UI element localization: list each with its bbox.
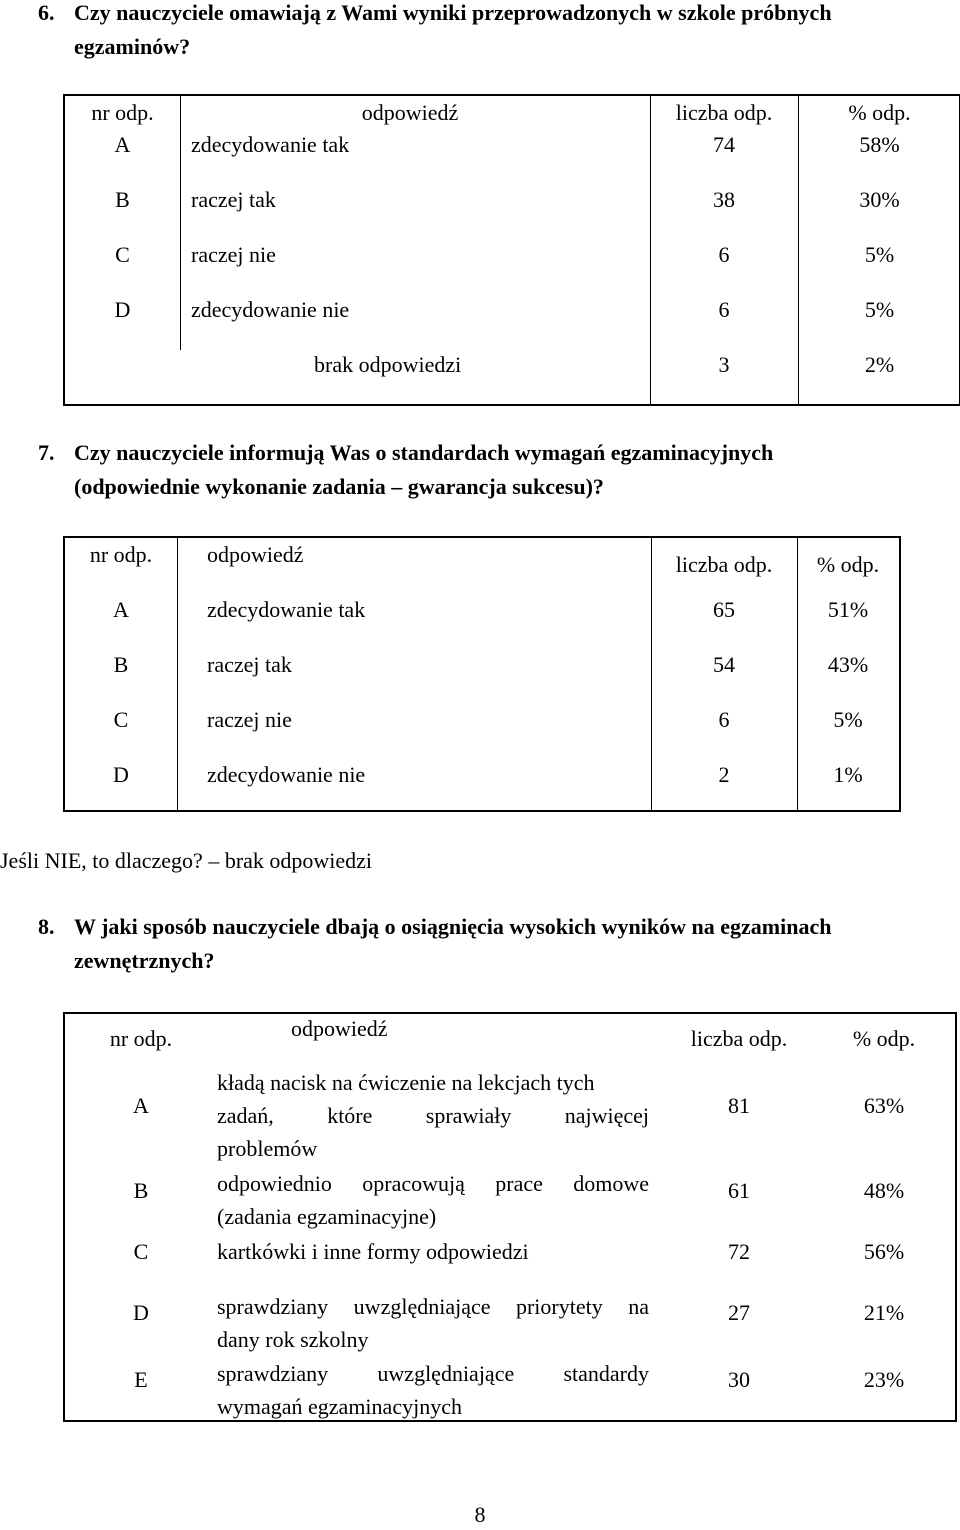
row-answer-line: odpowiednio opracowują prace domowe (217, 1171, 649, 1196)
header-pct: % odp. (816, 552, 880, 577)
row-answer (217, 1066, 649, 1165)
question-7-text (38, 436, 944, 504)
row-id: D (113, 762, 129, 787)
header-answer: odpowiedź (361, 100, 459, 125)
question-8-number: 8. (38, 914, 55, 939)
row-count: 27 (728, 1300, 750, 1325)
question-7-line2: (odpowiednie wykonanie zadania – gwarancja sukcesu)? (74, 474, 604, 499)
row-count: 38 (713, 187, 735, 212)
no-answer-label: brak odpowiedzi (314, 352, 462, 377)
header-answer: odpowiedź (291, 1016, 388, 1041)
no-answer-count: 3 (718, 352, 730, 377)
row-answer (217, 1357, 649, 1423)
row-answer: raczej nie (191, 242, 276, 267)
column-divider (180, 96, 181, 350)
row-id: B (113, 652, 129, 677)
row-pct: 58% (859, 132, 900, 157)
row-id: C (113, 707, 129, 732)
row-id: C (133, 1239, 149, 1264)
question-8-line2: zewnętrznych? (74, 948, 215, 973)
row-answer: zdecydowanie nie (207, 762, 366, 787)
row-answer-line: dany rok szkolny (217, 1327, 369, 1352)
header-pct: % odp. (852, 1026, 916, 1051)
row-answer (217, 1167, 649, 1233)
row-id: E (134, 1367, 148, 1392)
row-answer-line: sprawdziany uwzględniające standardy (217, 1361, 649, 1386)
header-nr: nr odp. (91, 100, 154, 125)
question-7-table (63, 536, 901, 812)
row-count: 72 (728, 1239, 750, 1264)
row-id: C (115, 242, 130, 267)
row-count: 65 (713, 597, 735, 622)
question-7-number: 7. (38, 440, 55, 465)
row-pct: 1% (833, 762, 863, 787)
row-answer: zdecydowanie tak (207, 597, 366, 622)
row-id: D (133, 1300, 149, 1325)
row-answer-line: (zadania egzaminacyjne) (217, 1204, 437, 1229)
row-id: A (133, 1093, 149, 1118)
row-id: B (133, 1178, 149, 1203)
row-answer (217, 1290, 649, 1356)
row-answer: zdecydowanie nie (191, 297, 350, 322)
row-answer-line: zadań, które sprawiały najwięcej (217, 1103, 649, 1128)
header-count: liczba odp. (675, 552, 773, 577)
question-6-line2: egzaminów? (74, 34, 191, 59)
row-count: 6 (718, 297, 730, 322)
row-pct: 43% (827, 652, 869, 677)
question-8-line1: W jaki sposób nauczyciele dbają o osiągnięcia wysokich wyników na egzaminach (74, 914, 832, 939)
row-pct: 48% (863, 1178, 905, 1203)
row-count: 6 (718, 707, 730, 732)
row-count: 54 (713, 652, 735, 677)
row-count: 30 (728, 1367, 750, 1392)
row-answer: zdecydowanie tak (191, 132, 350, 157)
row-answer-line: kładą nacisk na ćwiczenie na lekcjach tych (217, 1070, 595, 1095)
header-nr: nr odp. (109, 1026, 173, 1051)
question-6-number: 6. (38, 0, 55, 25)
header-answer: odpowiedź (207, 542, 304, 567)
row-pct: 21% (863, 1300, 905, 1325)
question-6-table (63, 94, 960, 406)
row-answer-line: problemów (217, 1136, 318, 1161)
row-id: B (115, 187, 130, 212)
row-count: 81 (728, 1093, 750, 1118)
row-pct: 5% (864, 242, 895, 267)
no-answer-pct: 2% (864, 352, 895, 377)
header-nr: nr odp. (89, 542, 153, 567)
column-divider (177, 538, 178, 810)
row-count: 2 (718, 762, 730, 787)
row-id: A (113, 597, 129, 622)
row-pct: 5% (864, 297, 895, 322)
row-pct: 23% (863, 1367, 905, 1392)
row-answer: raczej tak (191, 187, 276, 212)
question-6-line1: Czy nauczyciele omawiają z Wami wyniki przeprowadzonych w szkole próbnych (74, 0, 832, 25)
row-pct: 63% (863, 1093, 905, 1118)
row-id: D (114, 297, 131, 322)
row-pct: 30% (859, 187, 900, 212)
row-answer: raczej nie (207, 707, 292, 732)
row-answer-line: wymagań egzaminacyjnych (217, 1394, 462, 1419)
question-7-note: Jeśli NIE, to dlaczego? – brak odpowiedzi (0, 848, 373, 873)
header-count: liczba odp. (690, 1026, 788, 1051)
row-pct: 56% (863, 1239, 905, 1264)
row-pct: 5% (833, 707, 863, 732)
row-pct: 51% (827, 597, 869, 622)
question-8-text (38, 910, 944, 978)
row-answer-line: sprawdziany uwzględniające priorytety na (217, 1294, 649, 1319)
row-id: A (114, 132, 131, 157)
row-answer: raczej tak (207, 652, 292, 677)
question-6-text (38, 0, 944, 64)
row-count: 74 (713, 132, 735, 157)
question-7-line1: Czy nauczyciele informują Was o standardach wymagań egzaminacyjnych (74, 440, 774, 465)
row-count: 6 (718, 242, 730, 267)
header-count: liczba odp. (675, 100, 773, 125)
row-count: 61 (728, 1178, 750, 1203)
header-pct: % odp. (848, 100, 911, 125)
row-answer: kartkówki i inne formy odpowiedzi (217, 1239, 529, 1264)
page-number: 8 (474, 1502, 486, 1527)
question-8-table (63, 1012, 957, 1422)
